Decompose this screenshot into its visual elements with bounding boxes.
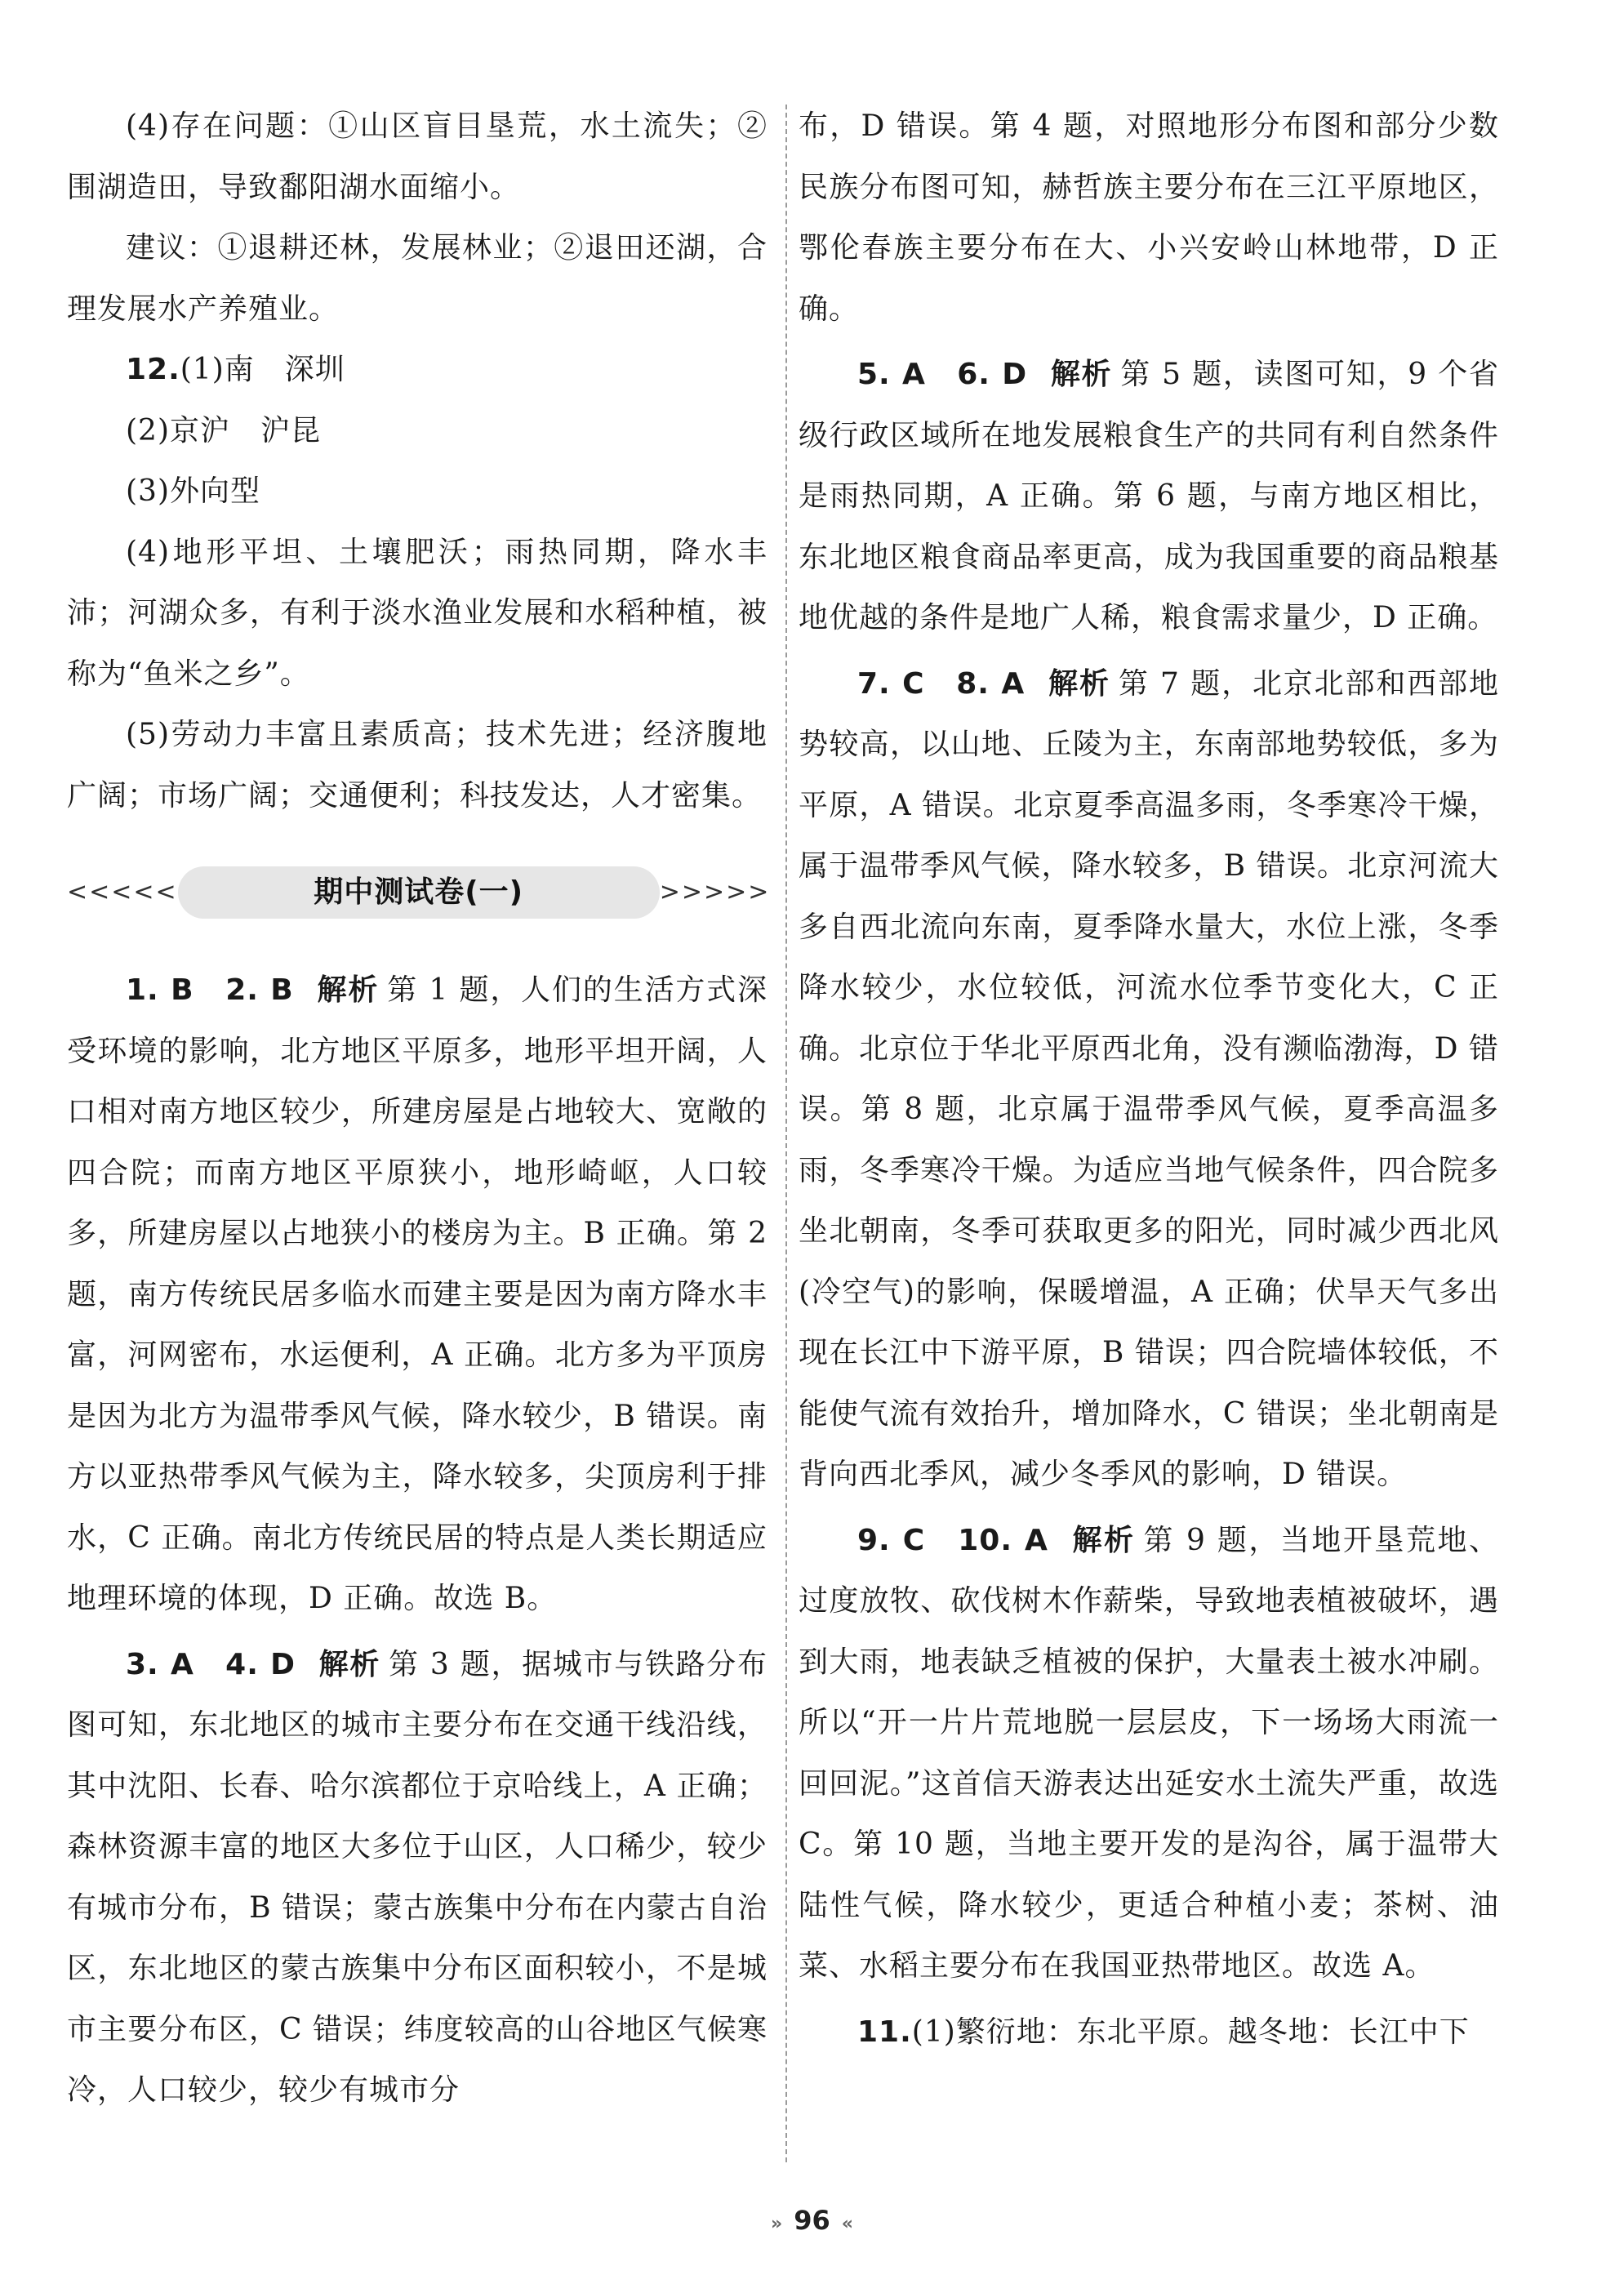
q12-part3: (3)外向型 [126, 474, 260, 508]
page-footer [0, 2205, 1624, 2236]
q12-part1 [67, 340, 768, 401]
answer-1-2-text: 第 1 题，人们的生活方式深受环境的影响，北方地区平原多，地形平坦开阔，人口相对南方地区较少，所建房屋是占地较大、宽敞的四合院；而南方地区平原狭小，地形崎岖，人口较多，所建房屋以占地狭小的楼房为主。B 正确。第 2 题，南方传统民居多临水而建主要是因为南方降水丰富，河网密布，水运便利，A 正确。北方多为平顶房是因为北方为温带季风气候，降水较少，B 错误。南方以亚热带季风气候为主，降水较多，尖顶房利于排水，C 正确。南北方传统民居的特点是人类长期适应地理环境的体现，D 正确。故选 B。 [67, 973, 768, 1615]
answer-7-8-keys: 7. C 8. A [857, 666, 1026, 701]
answer-3-4-text: 第 3 题，据城市与铁路分布图可知，东北地区的城市主要分布在交通干线沿线，其中沈阳、长春、哈尔滨都位于京哈线上，A 正确；森林资源丰富的地区大多位于山区，人口稀少，较少有城市分布，B 错误；蒙古族集中分布在内蒙古自治区，东北地区的蒙古族集中分布区面积较小，不是城市主要分布区，C 错误；纬度较高的山谷地区气候寒冷，人口较少，较少有城市分 [67, 1647, 768, 2107]
q12-number: 12. [126, 353, 180, 386]
answer-3-4-keys: 3. A 4. D [126, 1647, 296, 1681]
answer-11-text: (1)繁衍地：东北平原。越冬地：长江中下 [911, 2015, 1470, 2049]
answer-9-10-keys: 9. C 10. A [857, 1523, 1048, 1557]
answer-3-4-continued: 布，D 错误。第 4 题，对照地形分布图和部分少数民族分布图可知，赫哲族主要分布在三江平原地区，鄂伦春族主要分布在大、小兴安岭山林地带，D 正确。 [799, 109, 1499, 326]
column-divider [785, 105, 787, 2162]
footer-right-mark: « [841, 2214, 853, 2234]
answer-9-10 [799, 1511, 1499, 1997]
q12-part5: (5)劳动力丰富且素质高；技术先进；经济腹地广阔；市场广阔；交通便利；科技发达，人才密集。 [67, 718, 768, 813]
answer-5-6 [799, 345, 1499, 649]
q12-part4: (4)地形平坦、土壤肥沃；雨热同期，降水丰沛；河湖众多，有利于淡水渔业发展和水稻种植，被称为“鱼米之乡”。 [67, 535, 768, 691]
answer-9-10-text: 第 9 题，当地开垦荒地、过度放牧、砍伐树木作薪柴，导致地表植被破坏，遇到大雨，地表缺乏植被的保护，大量表土被水冲刷。所以“开一片片荒地脱一层层皮，下一场场大雨流一回回泥。”这首信天游表达出延安水土流失严重，故选 C。第 10 题，当地主要开发的是沟谷，属于温带大陆性气候，降水较少，更适合种植小麦；茶树、油菜、水稻主要分布在我国亚热带地区。故选 A。 [799, 1523, 1499, 1983]
answer-1-2 [67, 960, 768, 1630]
analysis-label: 解析 [318, 1647, 381, 1681]
q12-part2: (2)京沪 沪昆 [126, 413, 321, 447]
page-number: 96 [794, 2205, 830, 2236]
footer-left-mark: » [771, 2214, 783, 2234]
answer-1-2-keys: 1. B 2. B [126, 973, 294, 1007]
answer-11 [799, 2002, 1499, 2064]
answer-7-8 [799, 654, 1499, 1506]
section-right-arrows: >>>>> [659, 877, 771, 906]
answer-7-8-text: 第 7 题，北京北部和西部地势较高，以山地、丘陵为主，东南部地势较低，多为平原，A 错误。北京夏季高温多雨，冬季寒冷干燥，属于温带季风气候，降水较多，B 错误。北京河流大多自西北流向东南，夏季降水量大，水位上涨，冬季降水较少，水位较低，河流水位季节变化大，C 正确。北京位于华北平原西北角，没有濒临渤海，D 错误。第 8 题，北京属于温带季风气候，夏季高温多雨，冬季寒冷干燥。为适应当地气候条件，四合院多坐北朝南，冬季可获取更多的阳光，同时减少西北风(冷空气)的影响，保暖增温，A 正确；伏旱天气多出现在长江中下游平原，B 错误；四合院墙体较低，不能使气流有效抬升，增加降水，C 错误；坐北朝南是背向西北季风，减少冬季风的影响，D 错误。 [799, 666, 1499, 1491]
answer-5-6-keys: 5. A 6. D [857, 358, 1028, 391]
answer-5-6-text: 第 5 题，读图可知，9 个省级行政区域所在地发展粮食生产的共同有利自然条件是雨热同期，A 正确。第 6 题，与南方地区相比，东北地区粮食商品率更高，成为我国重要的商品粮基地优越的条件是地广人稀，粮食需求量少，D 正确。 [799, 358, 1499, 634]
left-column [67, 96, 771, 2121]
section-left-arrows: <<<<< [67, 877, 178, 906]
section-title: 期中测试卷(一) [178, 866, 660, 919]
analysis-label: 解析 [1048, 666, 1110, 701]
right-column [799, 96, 1499, 2063]
answer-11-number: 11. [857, 2015, 912, 2049]
q12-part1-text: (1)南 深圳 [180, 353, 345, 386]
section-header [67, 862, 771, 923]
q11-part4-suggestion: 建议：①退耕还林，发展林业；②退田还湖，合理发展水产养殖业。 [67, 231, 768, 326]
answer-3-4 [67, 1635, 768, 2121]
analysis-label: 解析 [1070, 1523, 1136, 1557]
q11-part4-problem: (4)存在问题：①山区盲目垦荒，水土流失；②围湖造田，导致鄱阳湖水面缩小。 [67, 109, 768, 204]
analysis-label: 解析 [1050, 358, 1113, 391]
analysis-label: 解析 [316, 973, 380, 1007]
